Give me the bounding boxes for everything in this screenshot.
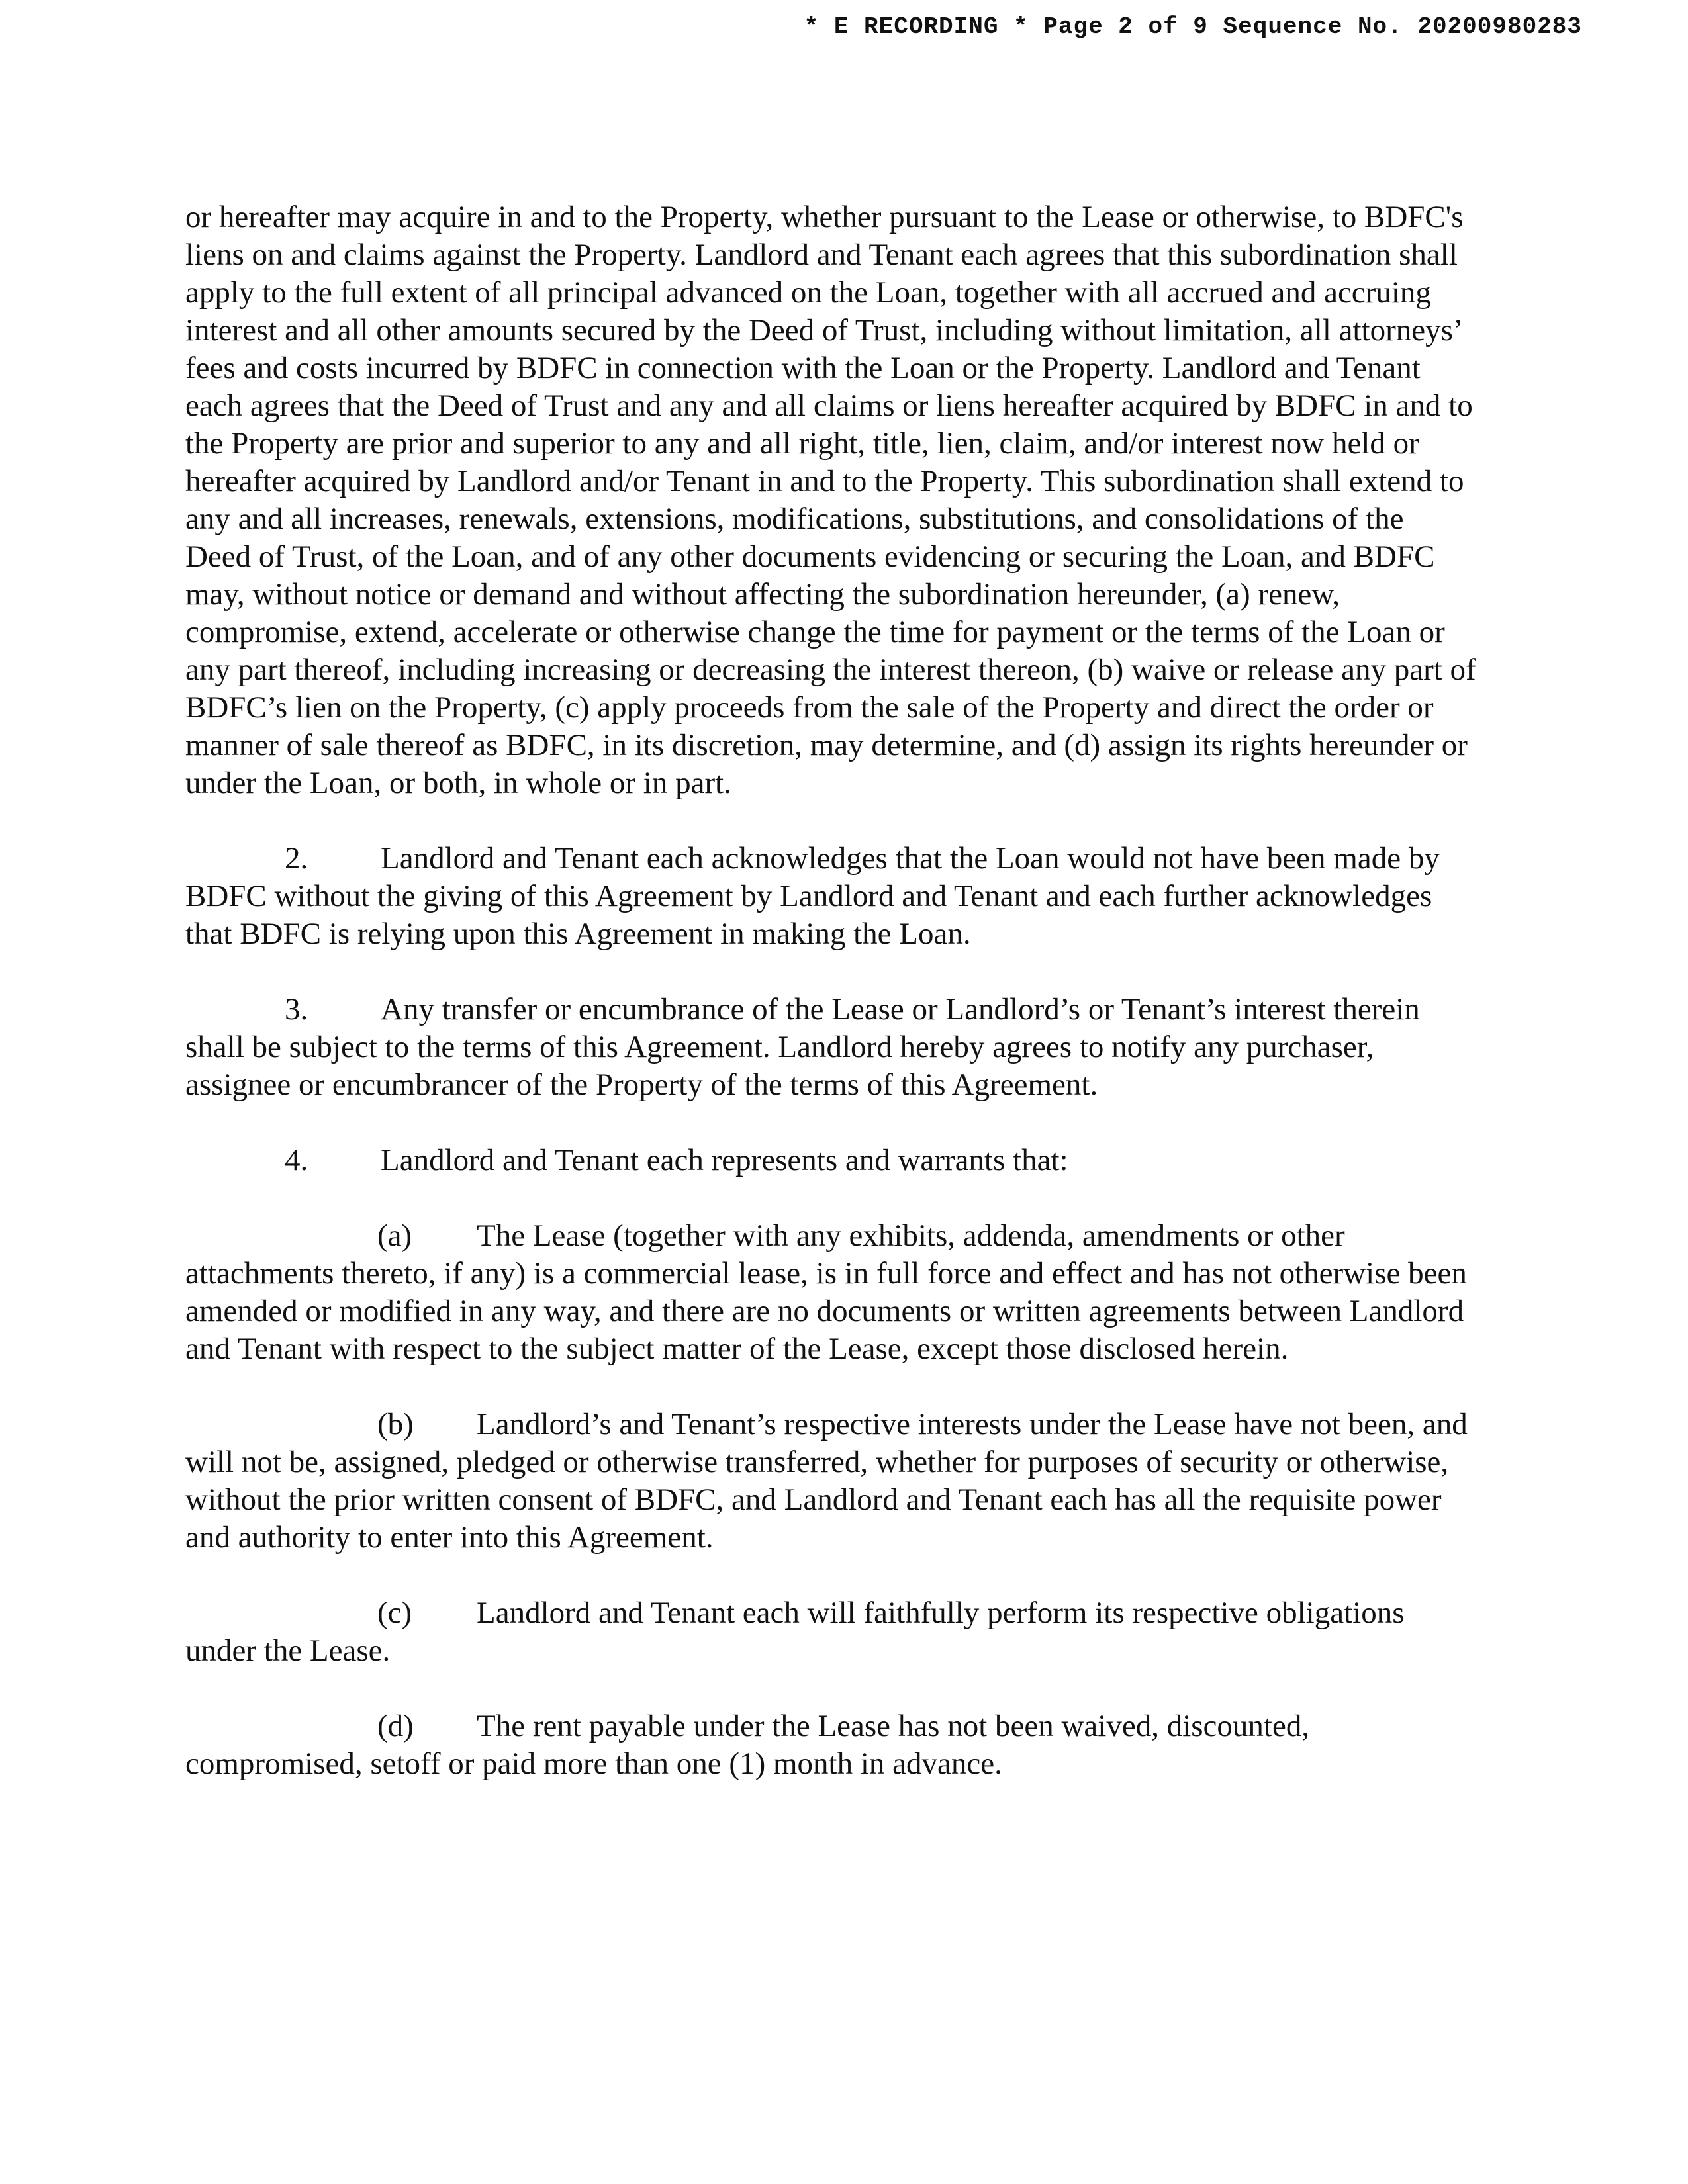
subsection-d xyxy=(185,1707,1476,1783)
subsection-a xyxy=(185,1217,1476,1368)
subsection-b xyxy=(185,1406,1476,1557)
section-3-number: 3. xyxy=(285,992,308,1026)
document-body xyxy=(185,199,1476,1821)
recording-header: * E RECORDING * Page 2 of 9 Sequence No. 20200980283 xyxy=(804,13,1582,40)
section-2-text: Landlord and Tenant each acknowledges that the Loan would not have been made by BDFC without the giving of this Agreement by Landlord and Tenant and each further acknowledges that BDFC is relying upon this Agreement in making the Loan. xyxy=(185,841,1440,951)
subsection-c-label: (c) xyxy=(377,1596,412,1630)
subsection-a-text: The Lease (together with any exhibits, addenda, amendments or other attachments thereto, if any) is a commercial lease, is in full force and effect and has not otherwise been amended or modified in any way, and there are no documents or written agreements between Landlord and Tenant with respect to the subject matter of the Lease, except those disclosed herein. xyxy=(185,1218,1467,1366)
section-2 xyxy=(185,840,1476,953)
subsection-a-label: (a) xyxy=(377,1218,412,1253)
section-4-text: Landlord and Tenant each represents and warrants that: xyxy=(381,1143,1068,1177)
section-4 xyxy=(185,1142,1476,1179)
subsection-d-text: The rent payable under the Lease has not been waived, discounted, compromised, setoff or paid more than one (1) month in advance. xyxy=(185,1709,1310,1781)
section-2-number: 2. xyxy=(285,841,308,876)
section-3 xyxy=(185,991,1476,1104)
subsection-c xyxy=(185,1594,1476,1670)
subsection-b-text: Landlord’s and Tenant’s respective interests under the Lease have not been, and will not be, assigned, pledged or otherwise transferred, whether for purposes of security or otherwise, without the prior written consent of BDFC, and Landlord and Tenant each has all the requisite power and authority to enter into this Agreement. xyxy=(185,1407,1468,1555)
section-4-number: 4. xyxy=(285,1143,308,1177)
continuation-paragraph: or hereafter may acquire in and to the Property, whether pursuant to the Lease or otherwise, to BDFC's liens on and claims against the Property. Landlord and Tenant each agrees that this subordination shall apply to the full extent of all principal advanced on the Loan, together with all accrued and accruing interest and all other amounts secured by the Deed of Trust, including without limitation, all attorneys’ fees and costs incurred by BDFC in connection with the Loan or the Property. Landlord and Tenant each agrees that the Deed of Trust and any and all claims or liens hereafter acquired by BDFC in and to the Property are prior and superior to any and all right, title, lien, claim, and/or interest now held or hereafter acquired by Landlord and/or Tenant in and to the Property. This subordination shall extend to any and all increases, renewals, extensions, modifications, substitutions, and consolidations of the Deed of Trust, of the Loan, and of any other documents evidencing or securing the Loan, and BDFC may, without notice or demand and without affecting the subordination hereunder, (a) renew, compromise, extend, accelerate or otherwise change the time for payment or the terms of the Loan or any part thereof, including increasing or decreasing the interest thereon, (b) waive or release any part of BDFC’s lien on the Property, (c) apply proceeds from the sale of the Property and direct the order or manner of sale thereof as BDFC, in its discretion, may determine, and (d) assign its rights hereunder or under the Loan, or both, in whole or in part. xyxy=(185,200,1476,800)
subsection-b-label: (b) xyxy=(377,1407,414,1441)
section-3-text: Any transfer or encumbrance of the Lease or Landlord’s or Tenant’s interest therein shall be subject to the terms of this Agreement. Landlord hereby agrees to notify any purchaser, assignee or encumbrancer of the Property of the terms of this Agreement. xyxy=(185,992,1420,1102)
subsection-d-label: (d) xyxy=(377,1709,414,1743)
subsection-c-text: Landlord and Tenant each will faithfully perform its respective obligations under the Lease. xyxy=(185,1596,1405,1668)
